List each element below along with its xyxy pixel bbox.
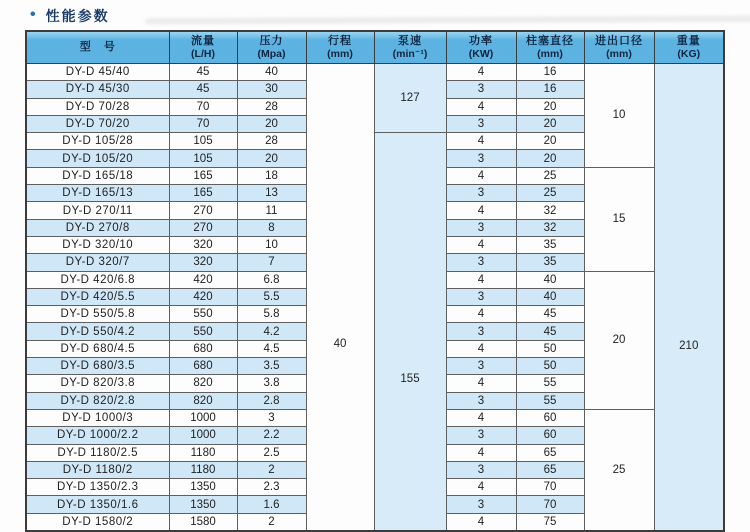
power-cell: 3 <box>446 288 516 305</box>
plunger-cell: 20 <box>516 115 584 132</box>
header-pump-speed <box>374 31 446 64</box>
pump-speed-merged-cell: 155 <box>374 133 446 531</box>
inlet-outlet-merged-cell: 10 <box>584 64 654 168</box>
power-cell: 4 <box>446 64 516 81</box>
pressure-cell: 20 <box>237 150 306 167</box>
plunger-cell: 45 <box>516 306 584 323</box>
power-cell: 3 <box>446 81 516 98</box>
model-cell: DY-D 1000/2.2 <box>26 427 169 444</box>
scan-artifact-line <box>145 16 750 25</box>
pressure-cell: 10 <box>237 236 306 253</box>
power-cell: 3 <box>446 496 516 513</box>
pressure-cell: 40 <box>237 64 306 81</box>
table-header <box>26 31 724 64</box>
model-cell: DY-D 270/8 <box>26 219 169 236</box>
pressure-cell: 18 <box>237 167 306 184</box>
model-cell: DY-D 165/13 <box>26 185 169 202</box>
pressure-cell: 4.2 <box>237 323 306 340</box>
power-cell: 3 <box>446 427 516 444</box>
header-label: 型 号 <box>79 41 116 53</box>
power-cell: 4 <box>446 202 516 219</box>
pressure-cell: 3.5 <box>237 358 306 375</box>
pressure-cell: 28 <box>237 133 306 150</box>
title-text: 性能参数 <box>45 8 110 24</box>
pressure-cell: 13 <box>237 185 306 202</box>
flow-cell: 1580 <box>169 513 237 531</box>
header-label: 重量 <box>676 34 701 47</box>
header-weight <box>654 31 724 64</box>
flow-cell: 420 <box>169 271 237 288</box>
header-label: 压力 <box>259 34 284 47</box>
model-cell: DY-D 70/20 <box>26 115 169 132</box>
header-flow <box>169 31 237 64</box>
model-cell: DY-D 680/4.5 <box>26 340 169 357</box>
flow-cell: 70 <box>169 98 237 115</box>
power-cell: 3 <box>446 392 516 409</box>
header-inlet-outlet <box>584 31 654 64</box>
pressure-cell: 28 <box>237 98 306 115</box>
pressure-cell: 7 <box>237 254 306 271</box>
weight-merged-cell: 210 <box>654 64 724 532</box>
header-label: 柱塞直径 <box>526 34 574 47</box>
model-cell: DY-D 420/6.8 <box>26 271 169 288</box>
plunger-cell: 65 <box>516 461 584 478</box>
header-unit: (KG) <box>677 47 701 60</box>
plunger-cell: 32 <box>516 219 584 236</box>
title-bullet-icon: • <box>30 6 38 23</box>
plunger-cell: 16 <box>516 64 584 81</box>
header-label: 进出口径 <box>595 34 643 47</box>
power-cell: 4 <box>446 98 516 115</box>
flow-cell: 1000 <box>169 409 237 426</box>
flow-cell: 165 <box>169 185 237 202</box>
inlet-outlet-merged-cell: 15 <box>584 167 654 271</box>
flow-cell: 105 <box>169 150 237 167</box>
table-row <box>26 64 724 81</box>
plunger-cell: 50 <box>516 340 584 357</box>
pressure-cell: 4.5 <box>237 340 306 357</box>
plunger-cell: 60 <box>516 427 584 444</box>
model-cell: DY-D 105/28 <box>26 133 169 150</box>
model-cell: DY-D 1580/2 <box>26 513 169 531</box>
header-unit: (L/H) <box>191 47 215 60</box>
pressure-cell: 2 <box>237 513 306 531</box>
flow-cell: 270 <box>169 219 237 236</box>
model-cell: DY-D 270/11 <box>26 202 169 219</box>
header-pressure <box>237 31 306 64</box>
pressure-cell: 8 <box>237 219 306 236</box>
header-unit: (mm) <box>327 47 353 60</box>
model-cell: DY-D 420/5.5 <box>26 288 169 305</box>
flow-cell: 420 <box>169 288 237 305</box>
pressure-cell: 6.8 <box>237 271 306 288</box>
model-cell: DY-D 550/5.8 <box>26 306 169 323</box>
plunger-cell: 40 <box>516 288 584 305</box>
pressure-cell: 20 <box>237 115 306 132</box>
plunger-cell: 25 <box>516 167 584 184</box>
power-cell: 3 <box>446 254 516 271</box>
plunger-cell: 20 <box>516 98 584 115</box>
pressure-cell: 5.8 <box>237 306 306 323</box>
flow-cell: 320 <box>169 236 237 253</box>
plunger-cell: 25 <box>516 185 584 202</box>
model-cell: DY-D 70/28 <box>26 98 169 115</box>
header-unit: (mm) <box>537 47 563 60</box>
header-plunger-diameter <box>516 31 584 64</box>
plunger-cell: 35 <box>516 254 584 271</box>
flow-cell: 1180 <box>169 461 237 478</box>
inlet-outlet-merged-cell: 20 <box>584 271 654 409</box>
pressure-cell: 2 <box>237 461 306 478</box>
power-cell: 4 <box>446 409 516 426</box>
header-power <box>446 31 516 64</box>
header-label: 功率 <box>469 34 493 47</box>
plunger-cell: 60 <box>516 409 584 426</box>
model-cell: DY-D 680/3.5 <box>26 358 169 375</box>
model-cell: DY-D 1000/3 <box>26 409 169 426</box>
power-cell: 3 <box>446 219 516 236</box>
flow-cell: 1350 <box>169 496 237 513</box>
plunger-cell: 70 <box>516 479 584 496</box>
model-cell: DY-D 1350/1.6 <box>26 496 169 513</box>
pressure-cell: 30 <box>237 81 306 98</box>
plunger-cell: 20 <box>516 150 584 167</box>
header-unit: (KW) <box>468 47 494 60</box>
power-cell: 3 <box>446 323 516 340</box>
flow-cell: 1180 <box>169 444 237 461</box>
flow-cell: 820 <box>169 392 237 409</box>
power-cell: 4 <box>446 513 516 531</box>
header-label: 流量 <box>191 34 215 47</box>
model-cell: DY-D 820/2.8 <box>26 392 169 409</box>
stroke-merged-cell: 40 <box>306 64 374 532</box>
plunger-cell: 35 <box>516 236 584 253</box>
header-model <box>26 31 169 64</box>
pump-speed-merged-cell: 127 <box>374 64 446 133</box>
page-title <box>30 6 110 26</box>
flow-cell: 820 <box>169 375 237 392</box>
pressure-cell: 3 <box>237 409 306 426</box>
flow-cell: 270 <box>169 202 237 219</box>
model-cell: DY-D 550/4.2 <box>26 323 169 340</box>
model-cell: DY-D 45/40 <box>26 64 169 81</box>
power-cell: 3 <box>446 185 516 202</box>
model-cell: DY-D 820/3.8 <box>26 375 169 392</box>
pressure-cell: 5.5 <box>237 288 306 305</box>
power-cell: 3 <box>446 461 516 478</box>
inlet-outlet-merged-cell: 25 <box>584 409 654 531</box>
flow-cell: 550 <box>169 306 237 323</box>
model-cell: DY-D 1180/2.5 <box>26 444 169 461</box>
pressure-cell: 1.6 <box>237 496 306 513</box>
header-unit: (min⁻¹) <box>392 47 428 60</box>
power-cell: 4 <box>446 167 516 184</box>
pressure-cell: 11 <box>237 202 306 219</box>
plunger-cell: 45 <box>516 323 584 340</box>
plunger-cell: 75 <box>516 513 584 531</box>
header-unit: (Mpa) <box>257 47 286 60</box>
plunger-cell: 40 <box>516 271 584 288</box>
plunger-cell: 16 <box>516 81 584 98</box>
flow-cell: 45 <box>169 81 237 98</box>
flow-cell: 680 <box>169 358 237 375</box>
plunger-cell: 55 <box>516 392 584 409</box>
plunger-cell: 55 <box>516 375 584 392</box>
power-cell: 3 <box>446 115 516 132</box>
flow-cell: 680 <box>169 340 237 357</box>
power-cell: 4 <box>446 340 516 357</box>
header-stroke <box>306 31 374 64</box>
flow-cell: 550 <box>169 323 237 340</box>
flow-cell: 1350 <box>169 479 237 496</box>
header-label: 行程 <box>328 34 352 47</box>
model-cell: DY-D 1180/2 <box>26 461 169 478</box>
plunger-cell: 70 <box>516 496 584 513</box>
pressure-cell: 2.8 <box>237 392 306 409</box>
flow-cell: 165 <box>169 167 237 184</box>
power-cell: 3 <box>446 358 516 375</box>
params-table <box>25 30 725 532</box>
power-cell: 4 <box>446 444 516 461</box>
flow-cell: 45 <box>169 64 237 81</box>
power-cell: 4 <box>446 236 516 253</box>
flow-cell: 1000 <box>169 427 237 444</box>
model-cell: DY-D 320/7 <box>26 254 169 271</box>
flow-cell: 105 <box>169 133 237 150</box>
pressure-cell: 2.2 <box>237 427 306 444</box>
plunger-cell: 50 <box>516 358 584 375</box>
power-cell: 4 <box>446 375 516 392</box>
pressure-cell: 2.3 <box>237 479 306 496</box>
power-cell: 3 <box>446 150 516 167</box>
pressure-cell: 2.5 <box>237 444 306 461</box>
table-body <box>26 64 724 532</box>
flow-cell: 70 <box>169 115 237 132</box>
model-cell: DY-D 105/20 <box>26 150 169 167</box>
model-cell: DY-D 45/30 <box>26 81 169 98</box>
power-cell: 4 <box>446 271 516 288</box>
header-unit: (mm) <box>606 47 632 60</box>
plunger-cell: 65 <box>516 444 584 461</box>
plunger-cell: 20 <box>516 133 584 150</box>
plunger-cell: 32 <box>516 202 584 219</box>
header-label: 泵速 <box>398 34 422 47</box>
pressure-cell: 3.8 <box>237 375 306 392</box>
model-cell: DY-D 320/10 <box>26 236 169 253</box>
flow-cell: 320 <box>169 254 237 271</box>
model-cell: DY-D 1350/2.3 <box>26 479 169 496</box>
power-cell: 4 <box>446 306 516 323</box>
power-cell: 4 <box>446 133 516 150</box>
model-cell: DY-D 165/18 <box>26 167 169 184</box>
power-cell: 4 <box>446 479 516 496</box>
header-row <box>26 31 724 64</box>
